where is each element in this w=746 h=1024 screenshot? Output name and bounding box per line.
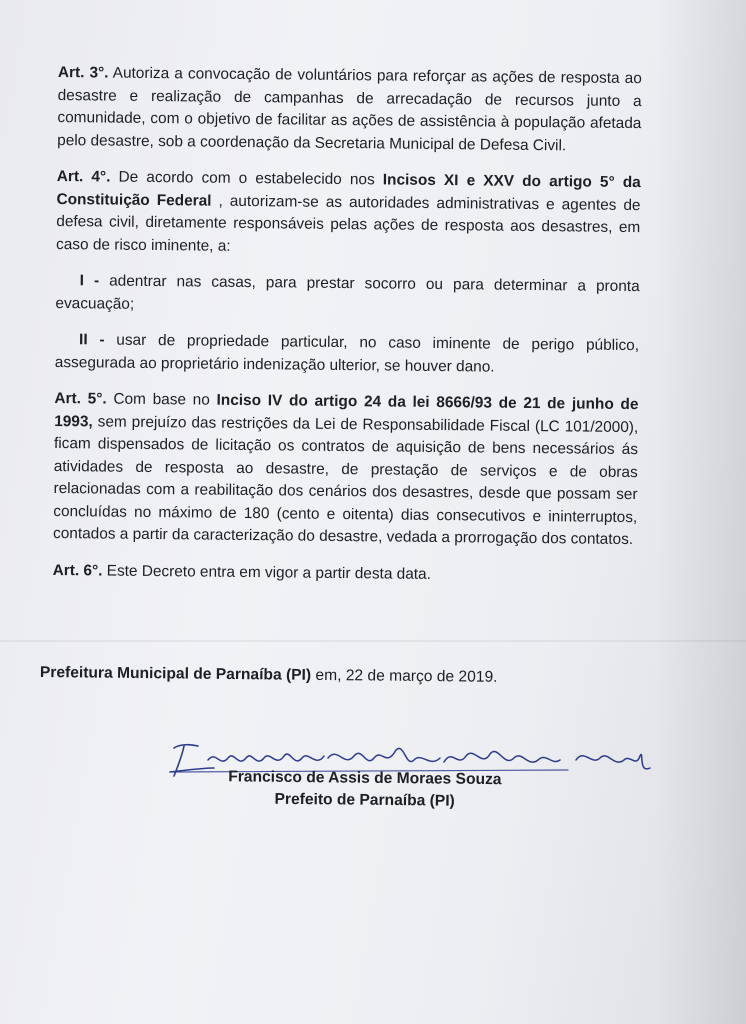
article-3 [57,62,642,158]
closing-place: Prefeitura Municipal de Parnaíba (PI) [39,664,312,684]
signer-name: Francisco de Assis de Moraes Souza [228,768,502,789]
page-shadow [656,0,746,1024]
article-6-text: Este Decreto entra em vigor a partir desta data. [102,561,432,583]
article-5-text-1: Com base no [106,390,217,409]
item-1-text: adentrar nas casas, para prestar socorro ou para determinar a pronta evacuação; [55,272,640,313]
decree-body [52,62,642,602]
article-3-label: Art. 3°. [57,63,109,82]
article-4 [56,166,641,262]
signer-block [200,766,530,813]
article-6-label: Art. 6°. [52,561,103,579]
signer-title: Prefeito de Parnaíba (PI) [274,790,455,810]
closing-line [40,664,498,687]
article-5-legal-reference: Inciso IV do artigo 24 da lei 8666/93 de 21 de junho de 1993, [54,391,639,430]
article-4-item-2 [55,329,639,380]
article-4-text-1: De acordo com o estabelecido nos [110,168,383,189]
item-2-label: II - [79,331,105,349]
article-5-label: Art. 5°. [54,389,107,408]
article-4-label: Art. 4°. [56,167,111,186]
item-2-text: usar de propriedade particular, no caso iminente de perigo público, assegurada ao proprietário indenização ulterior, se houver dano. [54,331,640,376]
article-5 [53,388,639,552]
paper-fold [0,640,746,642]
article-6 [53,559,637,588]
item-1-label: I - [79,272,100,290]
article-4-item-1 [55,270,639,321]
article-4-text-2: , autorizam-se as autoridades administrativas e agentes de defesa civil, diretamente responsáveis pelas ações de resposta aos desastres, em caso de risco iminente, a: [56,192,641,255]
article-5-text-2: sem prejuízo das restrições da Lei de Responsabilidade Fiscal (LC 101/2000), ficam dispensados de licitação os contratos de aquisição de bens necessários ás atividades de resposta ao desastre, de prestação de serviços e de obras relacionadas com a reabilitação dos cenários dos desastres, desde que possam ser concluídas no máximo de 180 (cento e oitenta) dias consecutivos e ininterruptos, contados a partir da caracterização do desastre, vedada a prorrogação dos contatos. [52,412,639,549]
closing-date: em, 22 de março de 2019. [311,666,498,686]
article-4-legal-reference: Incisos XI e XXV do artigo 5° da Constituição Federal [56,171,641,210]
article-3-text: Autoriza a convocação de voluntários para reforçar as ações de resposta ao desastre e realização de campanhas de arrecadação de recursos junto a comunidade, com o objetivo de facilitar as ações de assistência à população afetada pelo desastre, sob a coordenação da Secretaria Municipal de Defesa Civil. [57,64,642,154]
